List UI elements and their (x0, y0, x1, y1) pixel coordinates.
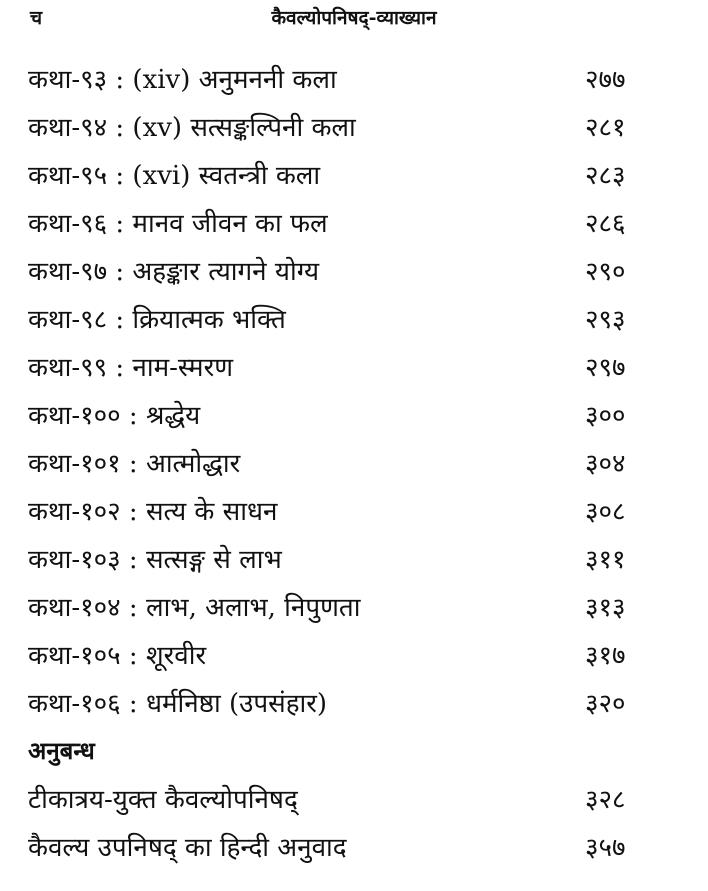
toc-entry-page: ३२० (585, 689, 626, 719)
toc-entry-title: कथा-१०१ : आत्मोद्धार (28, 449, 241, 479)
toc-entry-page: २७७ (585, 65, 626, 95)
toc-entry (0, 196, 708, 244)
toc-entry-title: कथा-९५ : (xvi) स्वतन्त्री कला (28, 161, 321, 191)
toc-entry (0, 676, 708, 724)
toc-entry-title: कथा-१०५ : शूरवीर (28, 641, 207, 671)
toc-entry-page: २९७ (585, 353, 626, 383)
toc-entry-page: २८१ (585, 113, 626, 143)
toc-entry (0, 292, 708, 340)
appendix-heading-text: अनुबन्ध (28, 736, 95, 765)
toc-entry-title: कथा-१०६ : धर्मनिष्ठा (उपसंहार) (28, 689, 328, 719)
toc-entry-page: २८३ (585, 161, 626, 191)
table-of-contents (0, 52, 708, 868)
toc-entry (0, 628, 708, 676)
toc-entry-title: कथा-१०३ : सत्सङ्ग से लाभ (28, 545, 282, 575)
toc-entry-page: ३१३ (585, 593, 626, 623)
toc-entry-title: कथा-१०४ : लाभ, अलाभ, निपुणता (28, 593, 361, 623)
toc-entry (0, 244, 708, 292)
toc-entry (0, 340, 708, 388)
toc-entry-page: ३०८ (585, 497, 626, 527)
page-header (0, 4, 708, 34)
toc-entry-title: टीकात्रय-युक्त कैवल्योपनिषद् (28, 785, 298, 815)
toc-entry-page: २९३ (585, 305, 626, 335)
toc-entry (0, 580, 708, 628)
toc-entry-title: कथा-१०० : श्रद्धेय (28, 401, 201, 431)
toc-entry-title: कथा-९७ : अहङ्कार त्यागने योग्य (28, 257, 320, 287)
toc-entry-page: ३५७ (585, 833, 626, 863)
toc-entry (0, 484, 708, 532)
toc-entry (0, 532, 708, 580)
toc-entry-page: ३११ (585, 545, 626, 575)
toc-entry-title: कथा-१०२ : सत्य के साधन (28, 497, 278, 527)
toc-entry (0, 820, 708, 868)
toc-entry-title: कथा-९९ : नाम-स्मरण (28, 353, 234, 383)
toc-entry (0, 388, 708, 436)
toc-entry (0, 436, 708, 484)
toc-entry-page: २९० (585, 257, 626, 287)
toc-entry-title: कथा-९६ : मानव जीवन का फल (28, 209, 328, 239)
toc-entry-title: कैवल्य उपनिषद् का हिन्दी अनुवाद (28, 833, 347, 863)
toc-entry-title: कथा-९३ : (xiv) अनुमननी कला (28, 65, 337, 95)
toc-entry-page: ३०४ (585, 449, 626, 479)
toc-entry-page: ३२८ (585, 785, 626, 815)
appendix-heading (0, 724, 708, 772)
page-folio: च (30, 7, 43, 29)
toc-entry-title: कथा-९४ : (xv) सत्सङ्कल्पिनी कला (28, 113, 356, 143)
toc-entry-page: ३०० (585, 401, 626, 431)
toc-entry (0, 52, 708, 100)
running-title: कैवल्योपनिषद्-व्याख्यान (271, 7, 437, 29)
toc-entry (0, 100, 708, 148)
toc-entry-page: ३१७ (585, 641, 626, 671)
toc-entry-page: २८६ (585, 209, 626, 239)
toc-entry-title: कथा-९८ : क्रियात्मक भक्ति (28, 305, 286, 335)
toc-entry (0, 772, 708, 820)
toc-entry (0, 148, 708, 196)
